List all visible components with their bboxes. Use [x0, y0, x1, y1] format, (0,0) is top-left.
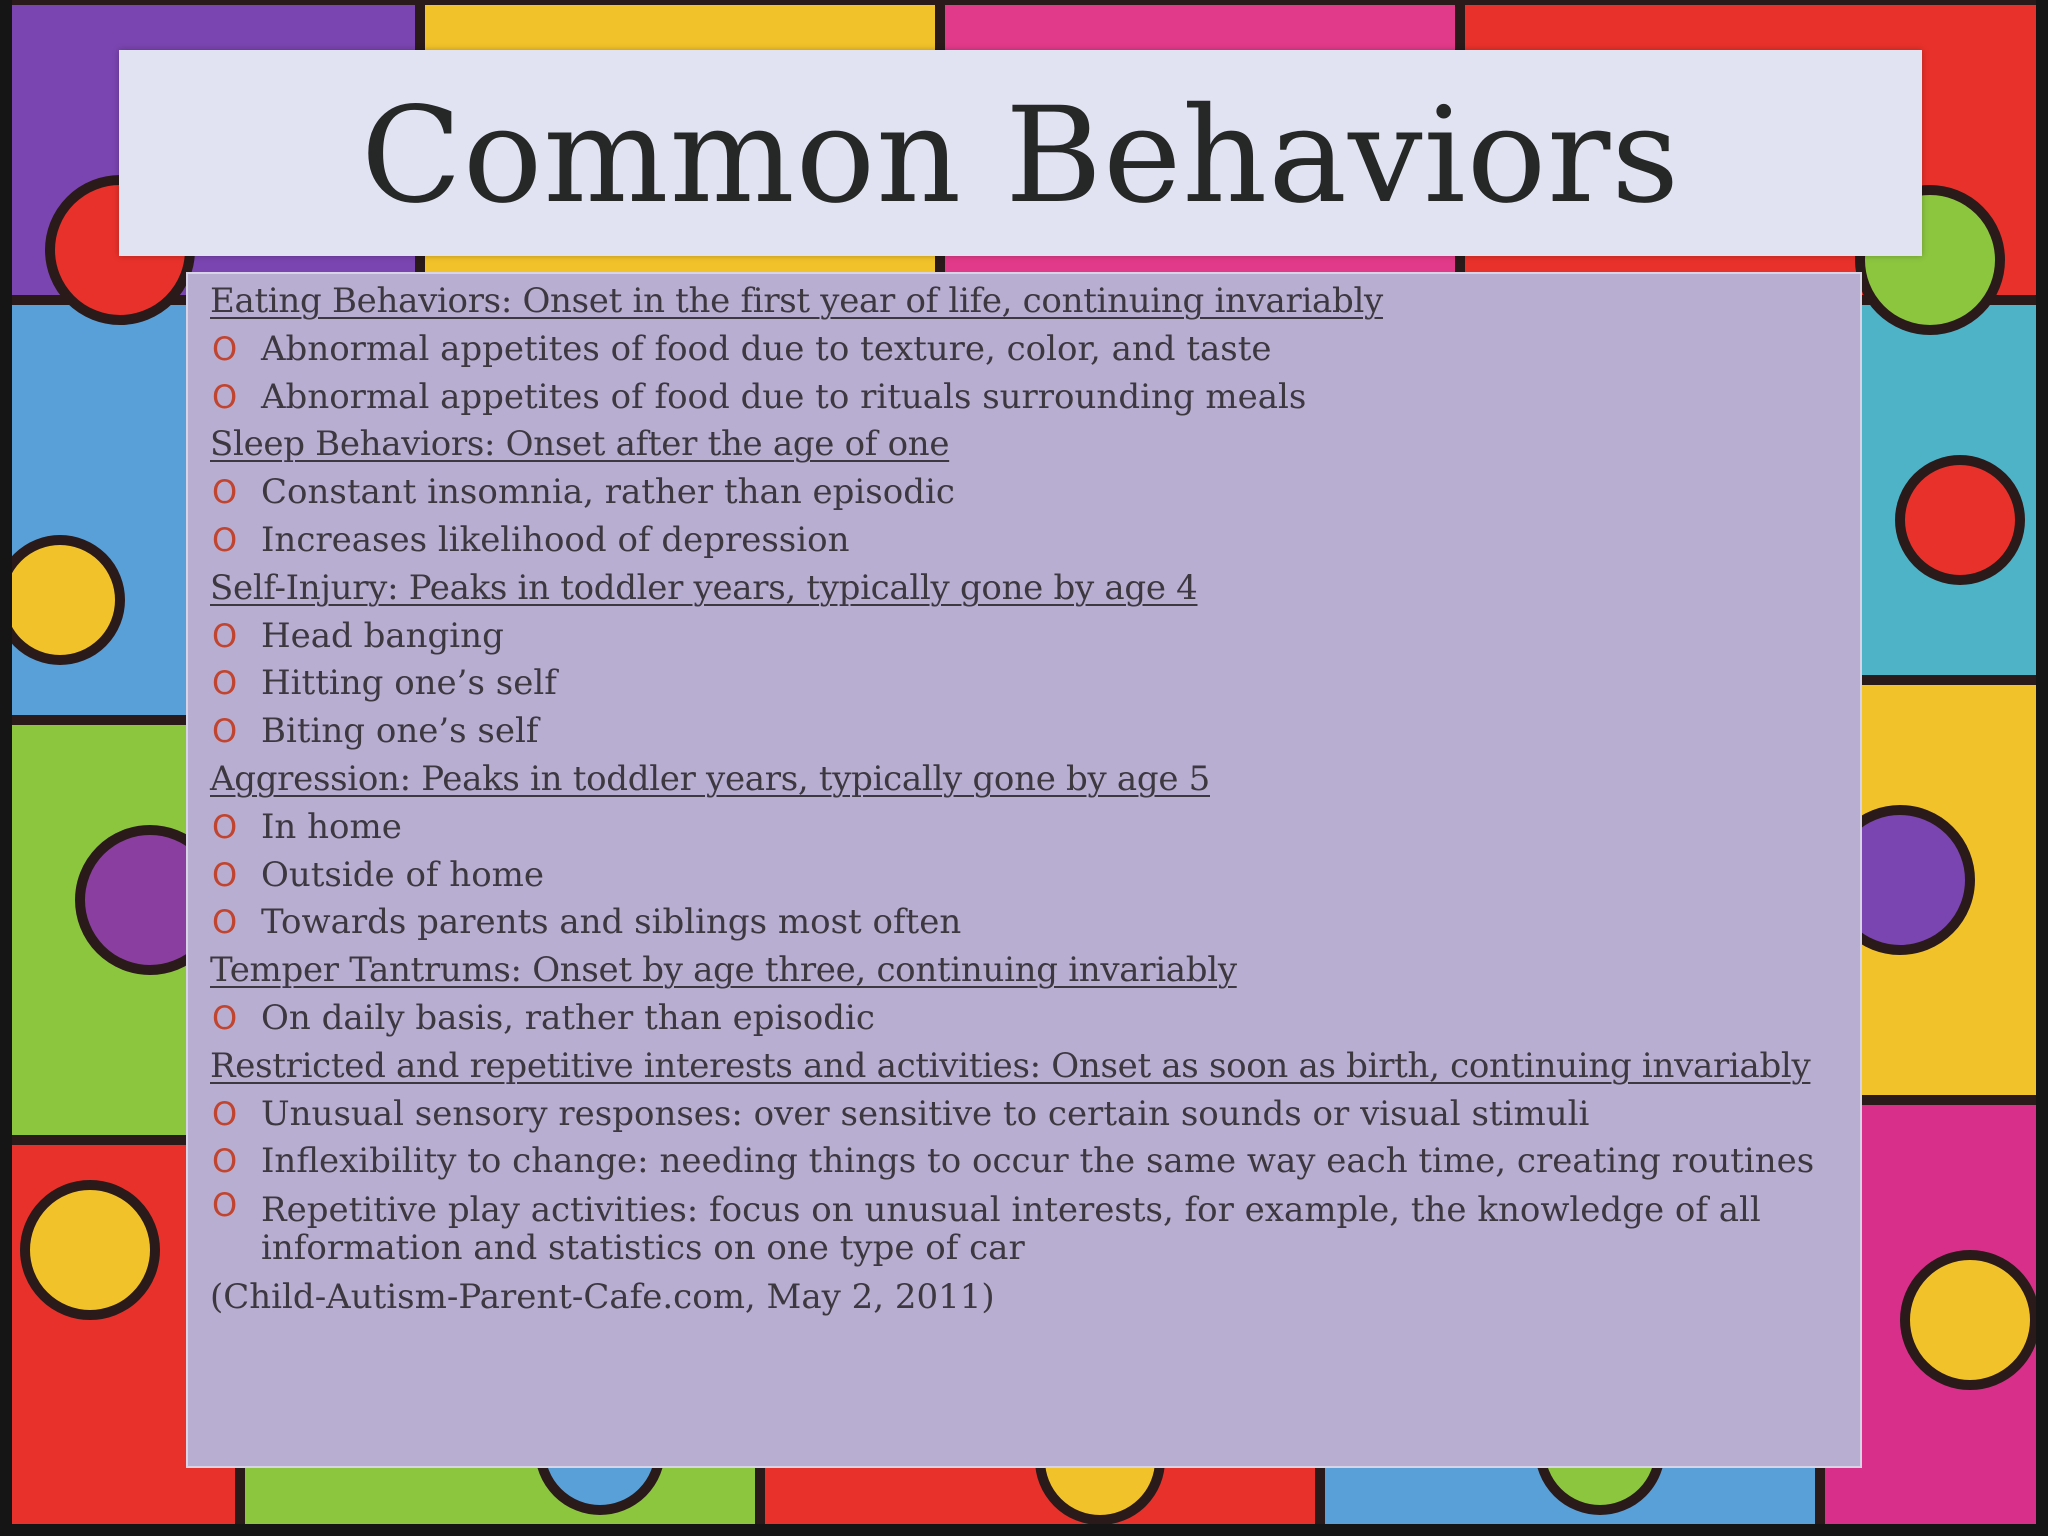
- bullet-item: [210, 1091, 1860, 1139]
- bullet-item: [210, 326, 1860, 374]
- bullet-marker-icon: O: [212, 998, 238, 1037]
- content-box: [186, 272, 1862, 1468]
- section-heading-sleep: Sleep Behaviors: Onset after the age of one: [210, 424, 950, 465]
- bullet-text: Head banging: [261, 615, 504, 656]
- bullet-item: [210, 660, 1860, 708]
- slide-title: Common Behaviors: [360, 79, 1681, 233]
- bullet-marker-icon: O: [212, 520, 238, 559]
- bullet-text: Abnormal appetites of food due to rituals surrounding meals: [261, 376, 1307, 417]
- bullet-marker-icon: O: [212, 664, 238, 703]
- bullet-text: Abnormal appetites of food due to texture, color, and taste: [261, 328, 1272, 369]
- bullet-item: [210, 613, 1860, 661]
- bullet-marker-icon: O: [212, 1094, 238, 1133]
- bullet-text: Inflexibility to change: needing things to occur the same way each time, creating routines: [261, 1141, 1815, 1182]
- bullet-text: Unusual sensory responses: over sensitive to certain sounds or visual stimuli: [261, 1093, 1590, 1134]
- bullet-marker-icon: O: [212, 712, 238, 751]
- bullet-item: [210, 1138, 1860, 1186]
- bullet-text: Towards parents and siblings most often: [261, 902, 962, 943]
- bullet-text: Constant insomnia, rather than episodic: [261, 472, 955, 513]
- bullet-item: [210, 708, 1860, 756]
- bullet-item: [210, 517, 1860, 565]
- bullet-text: Hitting one’s self: [261, 663, 557, 704]
- section-heading-aggression: Aggression: Peaks in toddler years, typically gone by age 5: [210, 758, 1210, 799]
- bullet-marker-icon: O: [212, 855, 238, 894]
- bullet-item: [210, 852, 1860, 900]
- bullet-item: [210, 1186, 1761, 1272]
- bullet-marker-icon: O: [212, 1142, 238, 1181]
- bullet-item: [210, 995, 1860, 1043]
- bullet-item: [210, 469, 1860, 517]
- title-box: [119, 50, 1922, 256]
- bullet-marker-icon: O: [212, 377, 238, 416]
- section-heading-self-injury: Self-Injury: Peaks in toddler years, typically gone by age 4: [210, 567, 1198, 608]
- bullet-marker-icon: O: [212, 1186, 238, 1225]
- bullet-text: On daily basis, rather than episodic: [261, 997, 875, 1038]
- section-heading-eating: Eating Behaviors: Onset in the first year of life, continuing invariably: [210, 281, 1383, 321]
- bullet-marker-icon: O: [212, 616, 238, 655]
- citation: (Child-Autism-Parent-Cafe.com, May 2, 2011): [210, 1277, 995, 1318]
- bullet-item: [210, 899, 1860, 947]
- bullet-text: Repetitive play activities: focus on unusual interests, for example, the knowledge of all information and statistics on one type of car: [261, 1190, 1761, 1269]
- bullet-text: Outside of home: [261, 854, 545, 895]
- bullet-marker-icon: O: [212, 903, 238, 942]
- bullet-marker-icon: O: [212, 473, 238, 512]
- bullet-text: Increases likelihood of depression: [261, 519, 850, 560]
- bullet-marker-icon: O: [212, 329, 238, 368]
- section-heading-temper-tantrums: Temper Tantrums: Onset by age three, continuing invariably: [210, 950, 1237, 991]
- bullet-item: [210, 374, 1860, 422]
- bullet-text: In home: [261, 806, 402, 847]
- bullet-text: Biting one’s self: [261, 711, 539, 752]
- bullet-marker-icon: O: [212, 807, 238, 846]
- bullet-item: [210, 804, 1860, 852]
- section-heading-restricted-interests: Restricted and repetitive interests and activities: Onset as soon as birth, continuing invariably: [210, 1045, 1811, 1086]
